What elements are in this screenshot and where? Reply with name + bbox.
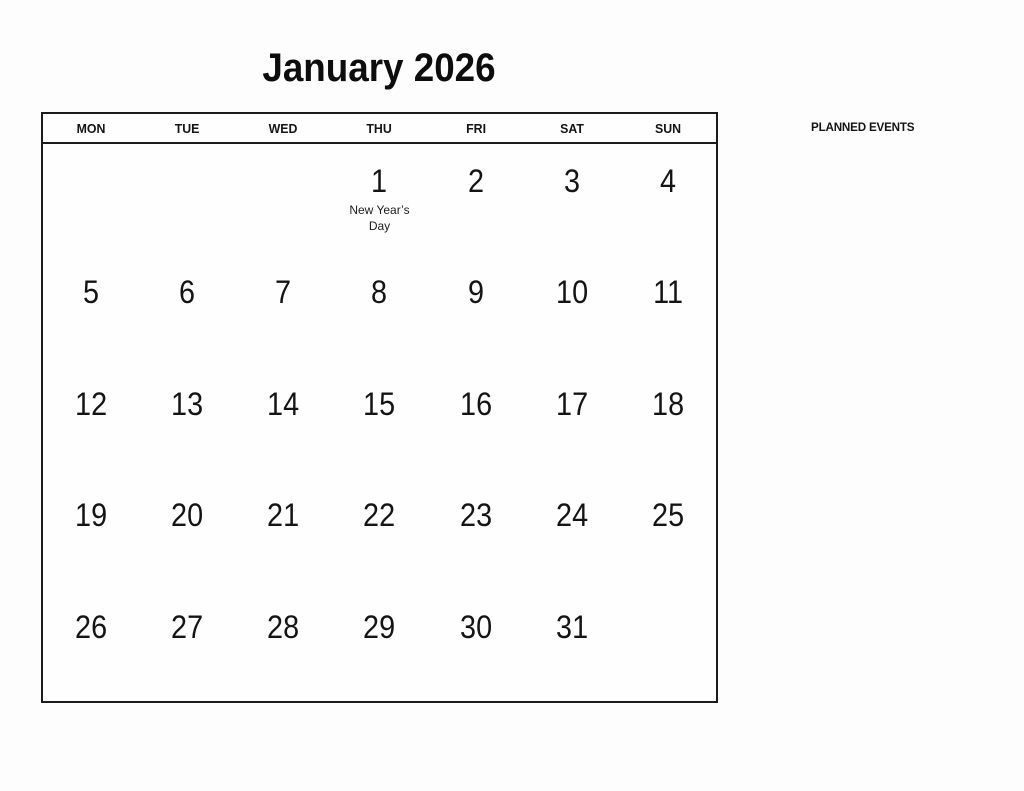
- weekday-header-fri: FRI: [465, 120, 486, 136]
- calendar-cell: [620, 255, 716, 366]
- calendar-cell: [428, 255, 524, 366]
- day-number: 27: [171, 608, 204, 645]
- planned-events-label: PLANNED EVENTS: [811, 120, 915, 134]
- calendar-cell: [43, 478, 139, 589]
- day-number: 9: [467, 274, 484, 311]
- day-number: 16: [459, 385, 492, 422]
- calendar-cell: [139, 478, 235, 589]
- day-number: 20: [171, 497, 204, 534]
- calendar-cell: [524, 255, 620, 366]
- calendar-cell: [524, 367, 620, 478]
- calendar-cell: [43, 255, 139, 366]
- calendar-cell: [235, 144, 331, 255]
- weekday-header-tue: TUE: [174, 120, 200, 136]
- calendar-cell: [428, 367, 524, 478]
- day-number: 24: [555, 497, 588, 534]
- day-number: 22: [363, 497, 396, 534]
- calendar-cell: [235, 367, 331, 478]
- calendar-cell: [428, 478, 524, 589]
- day-number: 7: [275, 274, 292, 311]
- day-number: 2: [467, 163, 484, 199]
- calendar-cell: [331, 255, 427, 366]
- calendar-cell: [620, 367, 716, 478]
- day-number: 30: [459, 608, 492, 645]
- calendar-cell: [235, 478, 331, 589]
- day-number: 13: [171, 385, 204, 422]
- calendar-cell: [43, 590, 139, 701]
- day-number: 31: [555, 608, 588, 645]
- weekday-header-sun: SUN: [654, 120, 681, 136]
- calendar-cell: [620, 590, 716, 701]
- weekday-header-row: [43, 114, 716, 144]
- calendar-cell: [235, 255, 331, 366]
- calendar-cell: [139, 255, 235, 366]
- day-number: 23: [459, 497, 492, 534]
- calendar-cell: [331, 590, 427, 701]
- calendar-cell: [524, 144, 620, 255]
- calendar-cell-day-1: [331, 144, 427, 255]
- calendar-cell: [620, 478, 716, 589]
- calendar-cell: [620, 144, 716, 255]
- day-number: 17: [555, 385, 588, 422]
- weekday-header-wed: WED: [268, 120, 298, 136]
- day-number: 26: [75, 608, 108, 645]
- weekday-header-thu: THU: [366, 120, 393, 136]
- calendar-cell: [43, 144, 139, 255]
- weekday-header-mon: MON: [76, 120, 106, 136]
- day-number: 14: [267, 385, 300, 422]
- calendar-cell: [524, 478, 620, 589]
- calendar-cell: [428, 144, 524, 255]
- calendar-cell: [235, 590, 331, 701]
- calendar-grid: [43, 144, 716, 701]
- calendar-cell: [331, 478, 427, 589]
- calendar-cell: [139, 144, 235, 255]
- day-number: 1: [371, 163, 388, 199]
- calendar-cell: [139, 367, 235, 478]
- day-number: 5: [83, 274, 100, 311]
- calendar-cell: [331, 367, 427, 478]
- calendar-cell: [139, 590, 235, 701]
- day-number: 15: [363, 385, 396, 422]
- weekday-header-sat: SAT: [559, 120, 584, 136]
- calendar-cell: [43, 367, 139, 478]
- day-number: 19: [75, 497, 108, 534]
- day-number: 12: [75, 385, 108, 422]
- day-number: 29: [363, 608, 396, 645]
- day-number: 8: [371, 274, 388, 311]
- holiday-label-new-years-day: New Year’s Day: [349, 202, 410, 233]
- day-number: 18: [651, 385, 684, 422]
- day-number: 3: [563, 163, 580, 199]
- day-number: 28: [267, 608, 300, 645]
- day-number: 25: [651, 497, 684, 534]
- calendar-cell: [524, 590, 620, 701]
- calendar-title: January 2026: [262, 46, 496, 90]
- calendar-table: [41, 112, 718, 703]
- day-number: 6: [179, 274, 196, 311]
- day-number: 11: [652, 274, 683, 311]
- day-number: 10: [555, 274, 588, 311]
- calendar-cell: [428, 590, 524, 701]
- day-number: 4: [659, 163, 676, 199]
- day-number: 21: [267, 497, 300, 534]
